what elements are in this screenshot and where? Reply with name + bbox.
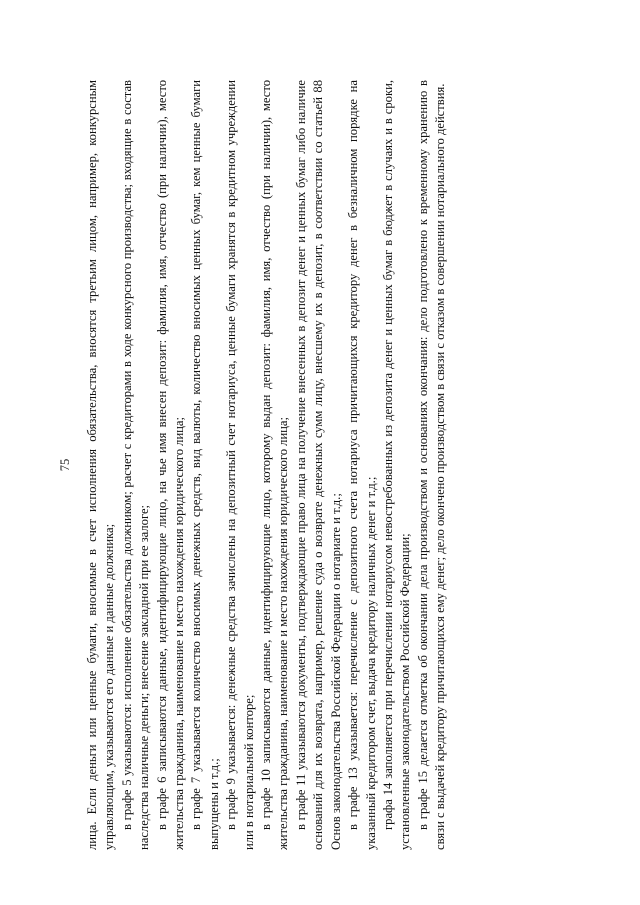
paragraph-4: в графе 7 указывается количество вносимых денежных средств, вид валюты, количество вносимых ценных бумаг, кем ценные бумаги выпущены и т.д.;: [189, 80, 221, 850]
paragraph-7: в графе 11 указываются документы, подтверждающие право лица на получение внесенных в депозит денег и ценных бумаг либо наличие оснований для их возврата, например, решение суда о возврате денежных сумм лицу, внесшему их в депозит, в соответствии со статьей 88 Основ законодательства Российской Федерации о нотариате и т.д.;: [293, 80, 343, 850]
page-number: 75: [58, 458, 72, 472]
paragraph-5: в графе 9 указывается: денежные средства зачислены на депозитный счет нотариуса, ценные бумаги хранятся в кредитном учреждении или в нотариальной конторе;: [224, 80, 256, 850]
paragraph-1: лица. Если деньги или ценные бумаги, вносимые в счет исполнения обязательства, вносятся третьим лицом, например, конкурсным управляющим, указываются его данные и данные должника;: [85, 80, 117, 850]
paragraph-9: графа 14 заполняется при перечислении нотариусом невостребованных из депозита денег и ценных бумаг в бюджет в случаях и в сроки, установленные законодательством Российской Федерации;: [380, 80, 413, 850]
paragraph-6: в графе 10 записываются данные, идентифицирующие лицо, которому выдан депозит: фамилия, имя, отчество (при наличии), место жительства гражданина, наименование и место нахождения юридического лица;: [259, 80, 291, 850]
rotated-page-content: [57, 80, 448, 850]
paragraph-8: в графе 13 указывается: перечисление с депозитного счета нотариуса причитающихся кредитору денег в безналичном порядке на указанный кредитором счет, выдача кредитору наличных денег и т.д.;: [346, 80, 378, 850]
paragraph-2: в графе 5 указываются: исполнение обязательства должником; расчет с кредиторами в ходе конкурсного производства; входящие в состав наследства наличные деньги; внесение закладной при ее залоге;: [119, 80, 152, 850]
paragraph-10: в графе 15 делается отметка об окончании дела производством и основаниях окончания: дело подготовлено к временному хранению в связи с выдачей кредитору причитающихся ему денег; дело окончено производством в связи с отказом в совершении нотариального действия.: [415, 80, 448, 850]
paragraph-3: в графе 6 записываются данные, идентифицирующие лицо, на чье имя внесен депозит: фамилия, имя, отчество (при наличии), место жительства гражданина, наименование и место нахождения юридического лица;: [154, 80, 187, 850]
document-body: [84, 80, 450, 850]
